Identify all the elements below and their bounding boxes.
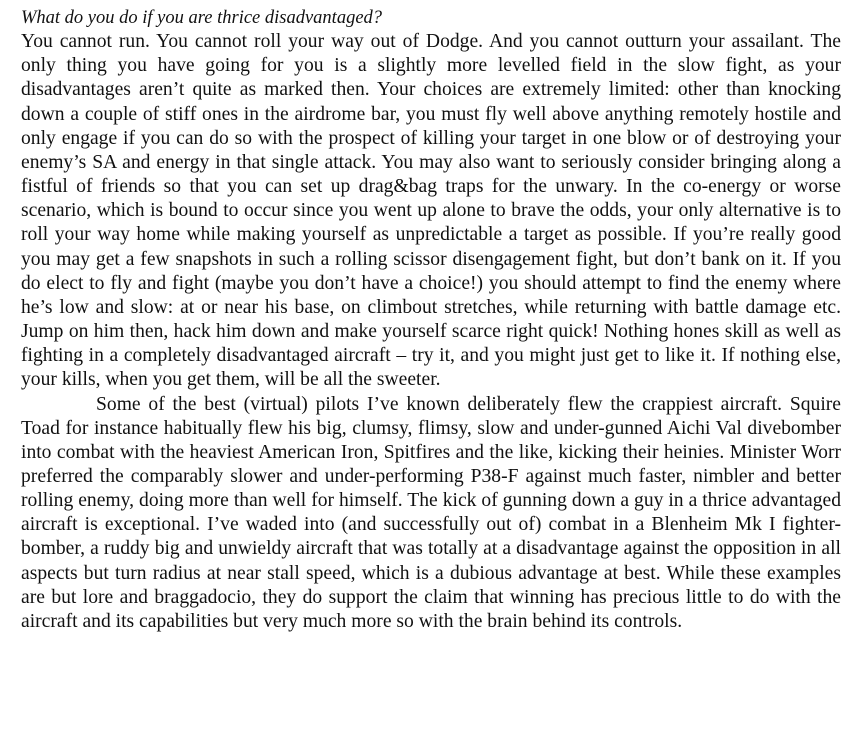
section-heading: What do you do if you are thrice disadvantaged?	[21, 8, 383, 28]
body-paragraph: Some of the best (virtual) pilots I’ve known deliberately flew the crappiest aircraft. Squire Toad for instance habitually flew his big, clumsy, flimsy, slow and under-gunned Aichi Val divebomber into combat with the heaviest American Iron, Spitfires and the like, kicking their heinies. Minister Worr preferred the comparably slower and under-performing P38-F against much faster, nimbler and better rolling enemy, doing more than well for himself. The kick of gunning down a guy in a thrice advantaged aircraft is exceptional. I’ve waded into (and successfully out of) combat in a Blenheim Mk I fighter-bomber, a ruddy big and unwieldy aircraft that was totally at a disadvantage against the opposition in all aspects but turn radius at near stall speed, which is a dubious advantage at best. While these examples are but lore and braggadocio, they do support the claim that winning has precious little to do with the aircraft and its capabilities but very much more so with the brain behind its controls.	[21, 393, 841, 632]
document-page	[21, 6, 841, 634]
body-paragraph: You cannot run. You cannot roll your way out of Dodge. And you cannot outturn your assailant. The only thing you have going for you is a slightly more levelled field in the slow fight, as your disadvantages aren’t quite as marked then. Your choices are extremely limited: other than knocking down a couple of stiff ones in the airdrome bar, you must fly well above anything remotely hostile and only engage if you can do so with the prospect of killing your target in one blow or of destroying your enemy’s SA and energy in that single attack. You may also want to seriously consider bringing along a fistful of friends so that you can set up drag&bag traps for the unwary. In the co-energy or worse scenario, which is bound to occur since you went up alone to brave the odds, your only alternative is to roll your way home while making yourself as unpredictable a target as possible. If you’re really good you may get a few snapshots in such a rolling scissor disengagement fight, but don’t bank on it. If you do elect to fly and fight (maybe you don’t have a choice!) you should attempt to find the enemy where he’s low and slow: at or near his base, on climbout stretches, while returning with battle damage etc. Jump on him then, hack him down and make yourself scarce right quick! Nothing hones skill as well as fighting in a completely disadvantaged aircraft – try it, and you might just get to like it. If nothing else, your kills, when you get them, will be all the sweeter.	[21, 31, 841, 391]
